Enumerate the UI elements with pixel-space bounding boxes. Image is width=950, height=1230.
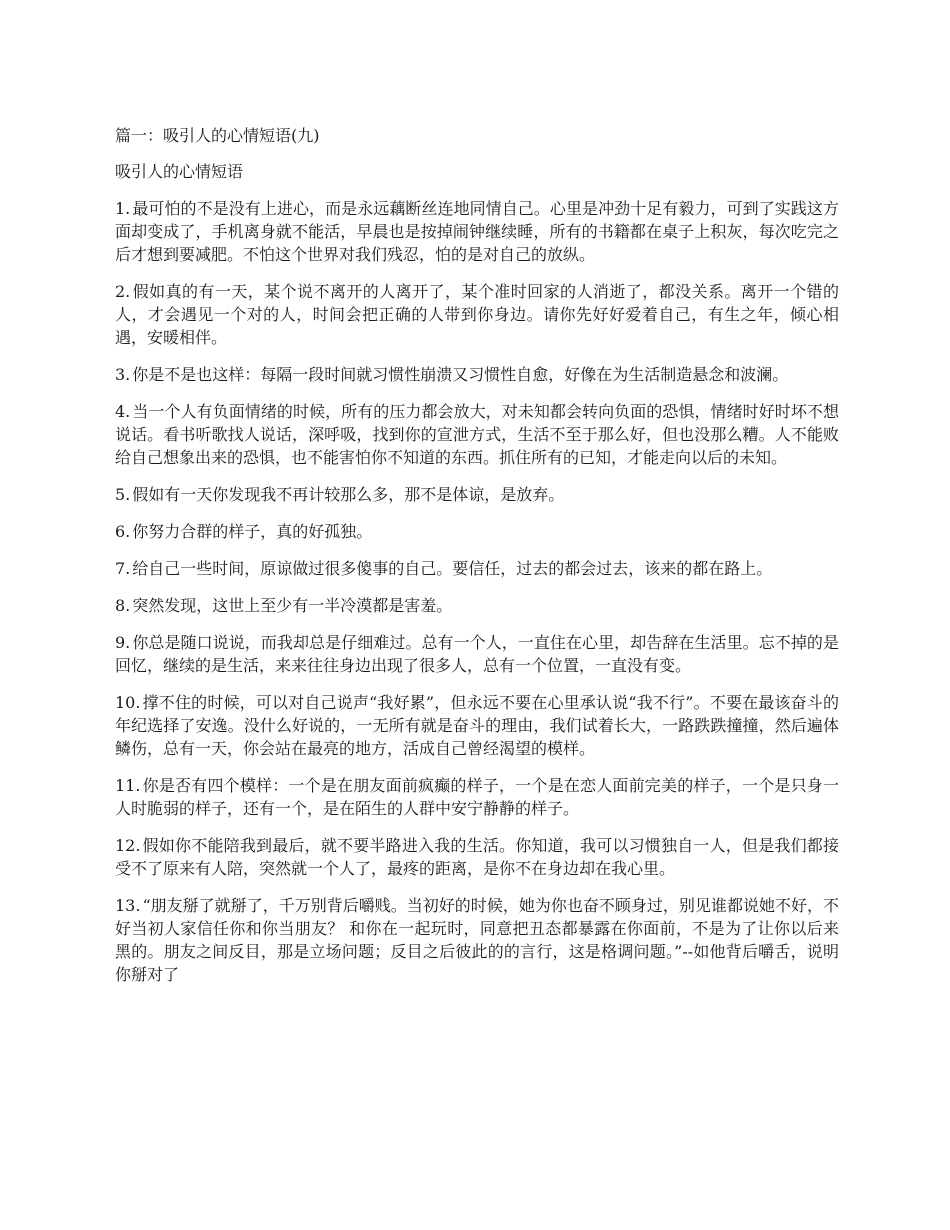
list-item <box>115 483 839 506</box>
list-item-text: 假如真的有一天，某个说不离开的人离开了，某个准时回家的人消逝了，都没关系。离开一个错的人，才会遇见一个对的人，时间会把正确的人带到你身边。请你先好好爱着自己，有生之年，倾心相遇，安暖相伴。 <box>115 282 839 347</box>
list-item <box>115 631 839 677</box>
list-item-number: 4. <box>115 402 131 421</box>
list-item-text: 假如你不能陪我到最后，就不要半路进入我的生活。你知道，我可以习惯独自一人，但是我们都接受不了原来有人陪，突然就一个人了，最疼的距离，是你不在身边却在我心里。 <box>115 836 839 878</box>
list-item-number: 12. <box>115 836 141 855</box>
document-title: 篇一：吸引人的心情短语(九) <box>115 126 320 145</box>
list-item <box>115 894 839 986</box>
list-item-number: 8. <box>115 596 131 615</box>
list-item <box>115 557 839 580</box>
list-item-number: 2. <box>115 282 131 301</box>
list-item <box>115 834 839 880</box>
list-item <box>115 363 839 386</box>
list-item-text: 你是否有四个模样：一个是在朋友面前疯癫的样子，一个是在恋人面前完美的样子，一个是只身一人时脆弱的样子，还有一个，是在陌生的人群中安宁静静的样子。 <box>115 776 839 818</box>
list-item <box>115 197 839 266</box>
list-item <box>115 400 839 469</box>
list-item-number: 1. <box>115 199 131 218</box>
list-item-text: 突然发现，这世上至少有一半冷漠都是害羞。 <box>132 596 453 615</box>
list-item-text: 撑不住的时候，可以对自己说声“我好累”，但永远不要在心里承认说“我不行”。不要在最该奋斗的年纪选择了安逸。没什么好说的，一无所有就是奋斗的理由，我们试着长大，一路跌跌撞撞，然后遍体鳞伤，总有一天，你会站在最亮的地方，活成自己曾经渴望的模样。 <box>115 693 839 758</box>
list-item-number: 3. <box>115 365 131 384</box>
list-item-text: 假如有一天你发现我不再计较那么多，那不是体谅，是放弃。 <box>132 485 565 504</box>
list-item-number: 7. <box>115 559 131 578</box>
list-item-text: “朋友掰了就掰了，千万别背后嚼贱。当初好的时候，她为你也奋不顾身过，别见谁都说她不好，不好当初人家信任你和你当朋友？ 和你在一起玩时，同意把丑态都暴露在你面前，不是为了让你以后来黑的。朋友之间反目，那是立场问题；反目之后彼此的的言行，这是格调问题。”--如他背后嚼舌，说明你掰对了 <box>115 896 839 984</box>
list-item-number: 13. <box>115 896 141 915</box>
document-body <box>115 124 839 1000</box>
list-item-number: 11. <box>115 776 141 795</box>
list-item-text: 当一个人有负面情绪的时候，所有的压力都会放大，对未知都会转向负面的恐惧，情绪时好时坏不想说话。看书听歌找人说话，深呼吸，找到你的宣泄方式，生活不至于那么好，但也没那么糟。人不能败给自己想象出来的恐惧，也不能害怕你不知道的东西。抓住所有的已知，才能走向以后的未知。 <box>115 402 839 467</box>
list-item-text: 你是不是也这样：每隔一段时间就习惯性崩溃又习惯性自愈，好像在为生活制造悬念和波澜。 <box>132 365 789 384</box>
list-item <box>115 594 839 617</box>
list-item-number: 6. <box>115 522 131 541</box>
list-item <box>115 280 839 349</box>
document-subtitle: 吸引人的心情短语 <box>115 162 244 181</box>
list-item <box>115 520 839 543</box>
list-item <box>115 691 839 760</box>
list-item-number: 5. <box>115 485 131 504</box>
list-item-number: 10. <box>115 693 141 712</box>
list-item-text: 你总是随口说说，而我却总是仔细难过。总有一个人，一直住在心里，却告辞在生活里。忘不掉的是回忆，继续的是生活，来来往往身边出现了很多人，总有一个位置，一直没有变。 <box>115 633 839 675</box>
list-item <box>115 774 839 820</box>
list-item-text: 给自己一些时间，原谅做过很多傻事的自己。要信任，过去的都会过去，该来的都在路上。 <box>132 559 773 578</box>
list-item-text: 你努力合群的样子，真的好孤独。 <box>132 522 373 541</box>
list-item-text: 最可怕的不是没有上进心，而是永远藕断丝连地同情自己。心里是冲劲十足有毅力，可到了实践这方面却变成了，手机离身就不能活，早晨也是按掉闹钟继续睡，所有的书籍都在桌子上积灰，每次吃完之后才想到要减肥。不怕这个世界对我们残忍，怕的是对自己的放纵。 <box>115 199 839 264</box>
list-item-number: 9. <box>115 633 131 652</box>
